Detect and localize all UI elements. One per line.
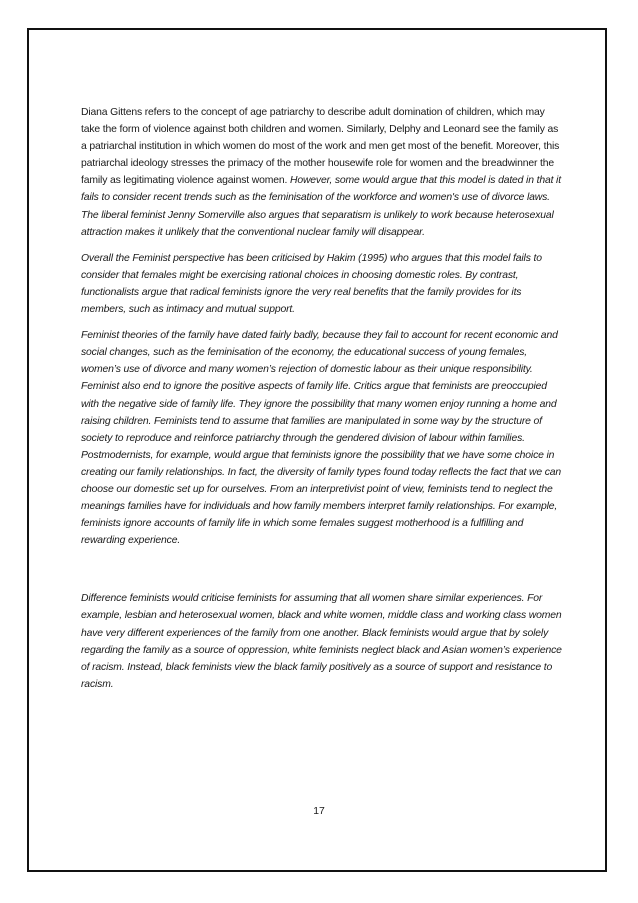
paragraph-difference-feminists: Difference feminists would criticise feminists for assuming that all women share similar experiences. For example, lesbian and heterosexual women, black and white women, middle class and working class women have very different experiences of the family from one another. Black feminists would argue that by solely regarding the family as a source of oppression, white feminists neglect black and Asian women’s experience of racism. Instead, black feminists view the black family positively as a source of support and resistance to racism. (81, 593, 562, 690)
paragraph-hakim-criticism: Overall the Feminist perspective has been criticised by Hakim (1995) who argues that this model fails to consider that females might be exercising rational choices in choosing domestic roles. By contrast, functionalists argue that radical feminists ignore the very real benefits that the family provides for its members, such as intimacy and mutual support. (81, 252, 542, 316)
paragraph-1-normal-text: Diana Gittens refers to the concept of age patriarchy to describe adult domination of children, which may take the form of violence against both children and women. Similarly, Delphy and Leonard see the family as a patriarchal institution in which women do most of the work and men get most of the benefit. Moreover, this patriarchal ideology stresses the primacy of the mother housewife role for women and the breadwinner the family as legitimating violence against women. (81, 107, 560, 187)
document-body (81, 104, 564, 702)
paragraph-1-italic-text: However, some would argue that this model is dated in that it fails to consider recent trends such as the feminisation of the workforce and women's use of divorce laws. The liberal feminist Jenny Somerville also argues that separatism is unlikely to work because heterosexual attraction makes it unlikely that the conventional nuclear family will disappear. (81, 175, 561, 238)
paragraph-age-patriarchy (81, 104, 564, 241)
page-number: 17 (313, 806, 325, 817)
paragraph-feminist-theories-dated: Feminist theories of the family have dated fairly badly, because they fail to account for recent economic and social changes, such as the feminisation of the economy, the educational success of young females, women’s use of divorce and many women’s rejection of domestic labour as their unique responsibility. Feminist also end to ignore the positive aspects of family life. Critics argue that feminists are preoccupied with the negative side of family life. They ignore the possibility that many women enjoy running a home and raising children. Feminists tend to assume that families are manipulated in some way by the structure of society to reproduce and reinforce patriarchy through the gendered division of labour within families. Postmodernists, for example, would argue that feminists ignore the possibility that we have some choice in creating our family relationships. In fact, the diversity of family types found today reflects the fact that we can choose our domestic set up for ourselves. From an interpretivist point of view, feminists tend to neglect the meanings families have for individuals and how family members interpret family relationships. For example, feminists ignore accounts of family life in which some females suggest motherhood is a fulfilling and rewarding experience. (81, 330, 562, 547)
paragraph-gap (81, 558, 564, 590)
